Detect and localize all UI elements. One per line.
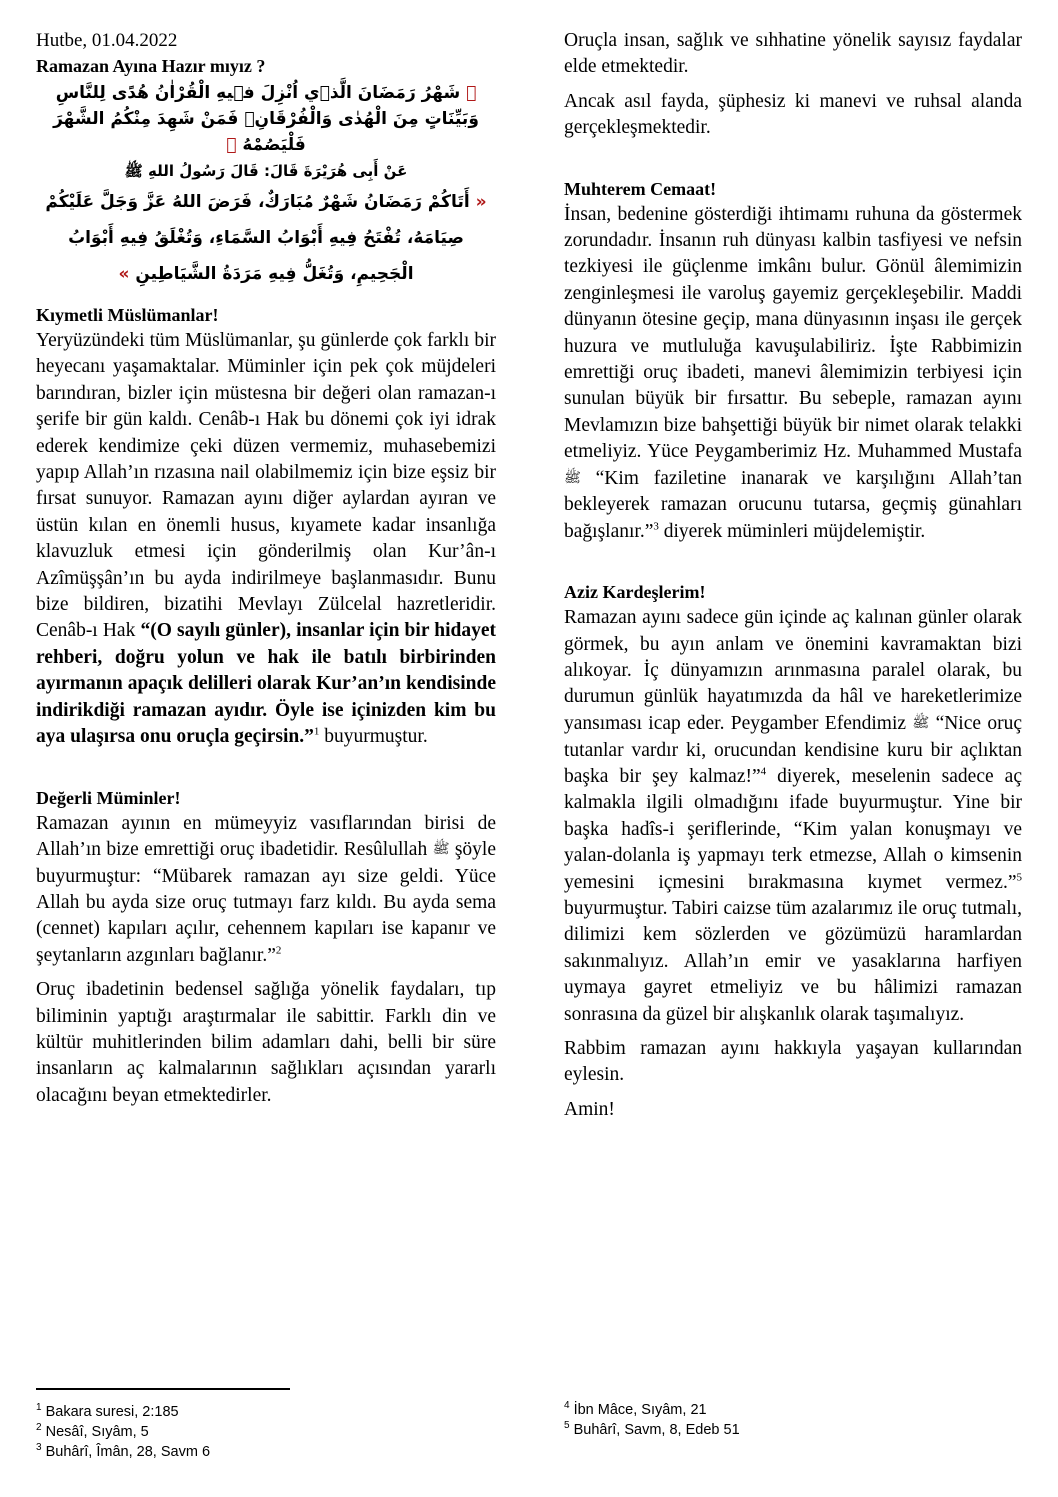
- hadith-text: [36, 184, 496, 292]
- paragraph-text: diyerek müminleri müjdelemiştir.: [658, 520, 926, 542]
- verse-open-bracket: ﴿: [466, 83, 477, 103]
- section-heading-degerli: Değerli Müminler!: [36, 787, 181, 808]
- paragraph-intro-1: Oruçla insan, sağlık ve sıhhatine yönelik sayısız faydalar elde etmektedir.: [564, 30, 1022, 78]
- paragraph-text: diyerek, meselenin sadece aç kalmakla ilgili olmadığını ifade buyurmuştur. Yine bir başka hadîs-i şeriflerinde, “Kim yalan konuşmayı ve yalan-dolanla iş yapmayı terk etmezse, Allah o kimsenin yemesini içmesini bırakmasına kıymet vermez.”: [564, 766, 1022, 893]
- footnote-number: 5: [564, 1420, 570, 1432]
- hadith-close-quote: »: [118, 264, 130, 284]
- left-column: [36, 28, 496, 1117]
- verse-close-bracket: ﴾: [226, 135, 237, 155]
- salawat-icon: ﷺ: [432, 842, 450, 858]
- salawat-icon: ﷺ: [564, 471, 581, 487]
- footnote-ref-1[interactable]: 1: [313, 725, 320, 738]
- footnote-ref-2[interactable]: 2: [275, 944, 282, 957]
- quran-quote-bold: “(O sayılı günler), insanlar için bir hidayet rehberi, doğru yolun ve hak ile batılı birbirinden ayırmanın apaçık delilleri olarak Kur’an’ın kendisinde indirikdiği ramazan ayıdır. Öyle ise içinizden kim bu aya ulaşırsa onu oruçla geçirsin.”: [36, 620, 496, 748]
- hadith-narrator: عَنْ أَبِى هُرَيْرَةَ قَالَ: قَالَ رَسُولُ اللهِ ﷺ: [124, 162, 408, 180]
- section-heading-muhterem: Muhterem Cemaat!: [564, 178, 717, 199]
- footnote-ref-5[interactable]: 5: [1016, 871, 1022, 884]
- paragraph-prayer: Rabbim ramazan ayını hakkıyla yaşayan kullarından eylesin.: [564, 1038, 1022, 1086]
- footnote-4: [564, 1400, 740, 1420]
- section-heading-kiymetli: Kıymetli Müslümanlar!: [36, 305, 219, 325]
- footnote-text: Buhârî, Îmân, 28, Savm 6: [41, 1444, 211, 1460]
- footnote-ref-4[interactable]: 4: [760, 765, 767, 778]
- paragraph-text: İnsan, bedenine gösterdiği ihtimamı ruhuna da göstermek zorundadır. İnsanın ruh dünyası kalbin tasfiyesi ve nefsin tezkiyesi ile güçlenme imkânı bulur. Gönül âlemimizin zenginleşmesi ile varoluş gayemiz gerçekleşebilir. Maddi dünyanın ötesine geçip, mana dünyasının inşası ile gerçek huzura ve mutluluğa kavuşulabiliriz. İşte Rabbimizin emrettiği oruç ibadeti, manevi âlemimizin terbiyesi için sunulan büyük bir fırsattır. Bu sebeple, ramazan ayını Mevlamızın bize bahşettiği büyük bir nimet olarak telakki etmeliyiz. Yüce Peygamberimiz Hz. Muhammed Mustafa: [564, 203, 1022, 463]
- sermon-title: Ramazan Ayına Hazır mıyız ?: [36, 56, 266, 76]
- sermon-date: Hutbe, 01.04.2022: [36, 30, 178, 51]
- paragraph-text: şöyle buyurmuştur: “Mübarek ramazan ayı size geldi. Yüce Allah bu ayda size oruç tutmayı farz kıldı. Bu ayda sema (cennet) kapıları açılır, cehennem kapıları ise kapanır ve şeytanların azgınları bağlanır.”: [36, 838, 496, 966]
- footnote-number: 4: [564, 1400, 570, 1412]
- paragraph-muhterem: [564, 202, 1022, 546]
- paragraph-text: “Nice oruç tutanlar vardır ki, orucundan kendisine kuru bir açlıktan başka bir şey kalmaz!”: [564, 712, 1022, 787]
- salawat-icon: ﷺ: [912, 716, 930, 732]
- paragraph-text: Ramazan ayını sadece gün içinde aç kalınan günler olarak görmek, bu ayın anlam ve önemini kavramaktan bizi alıkoyar. İç dünyamızın arınmasına paralel olarak, bu durumun günlük hayatımızda da hâl ve hareketlerimize yansıması icap eder. Peygamber Efendimiz: [564, 607, 1022, 734]
- footnote-text: İbn Mâce, Sıyâm, 21: [569, 1402, 707, 1418]
- footnotes-left: [36, 1402, 210, 1462]
- footnote-text: Buhârî, Savm, 8, Edeb 51: [569, 1422, 740, 1438]
- footnote-divider: [36, 1388, 290, 1390]
- paragraph-tail: buyurmuştur.: [319, 726, 428, 748]
- paragraph-aziz-1: [564, 605, 1022, 1028]
- hadith-open-quote: «: [475, 192, 487, 212]
- paragraph-text: buyurmuştur. Tabiri caizse tüm azalarımız ile oruç tutmalı, dilimizi kem sözlerden ve gözümüzü haramlardan sakınmalıyız. Allah’ın emir ve yasaklarına harfiyen uymaya gayret etmeliyiz ve bu hâlimizi ramazan sonrasına da güzel bir alışkanlık olarak taşımalıyız.: [564, 898, 1022, 1025]
- paragraph-amin: Amin!: [564, 1098, 615, 1120]
- footnote-text: Nesâî, Sıyâm, 5: [41, 1424, 149, 1440]
- paragraph-intro-2: Ancak asıl fayda, şüphesiz ki manevi ve ruhsal alanda gerçekleşmektedir.: [564, 90, 1022, 139]
- paragraph-text: Ramazan ayının en mümeyyiz vasıflarından birisi de Allah’ın bize emrettiği oruç ibadetidir. Resûlullah: [36, 812, 496, 860]
- footnote-number: 2: [36, 1422, 42, 1434]
- hadith-body: أَتَاكُمْ رَمَضَانُ شَهْرٌ مُبَارَكٌ، فَرَضَ اللهُ عَزَّ وَجَلَّ عَلَيْكُمْ صِيَامَهُ، تُفْتَحُ فِيهِ أَبْوَابُ السَّمَاءِ، وَتُغْلَقُ فِيهِ أَبْوَابُ الْجَحِيمِ، وَتُغَلُّ فِيهِ مَرَدَةُ الشَّيَاطِينِ: [45, 192, 470, 284]
- verse-text: شَهْرُ رَمَضَانَ الَّذٖي اُنْزِلَ فٖيهِ الْقُرْاٰنُ هُدًى لِلنَّاسِ وَبَيِّنَاتٍ مِنَ الْهُدٰى وَالْفُرْقَانِۚ فَمَنْ شَهِدَ مِنْكُمُ الشَّهْرَ فَلْيَصُمْهُ: [53, 83, 479, 155]
- footnote-1: [36, 1402, 210, 1422]
- footnote-number: 3: [36, 1442, 42, 1454]
- paragraph-degerli-2: Oruç ibadetinin bedensel sağlığa yönelik faydaları, tıp biliminin yaptığı araştırmalar ile sabittir. Farklı din ve kültür muhitlerinden bilim adamları dahi, belli bir süre insanların aç kalmalarının sağlıkları açısından yararlı olacağını beyan etmektedirler.: [36, 979, 496, 1106]
- paragraph-text: Yeryüzündeki tüm Müslümanlar, şu günlerde çok farklı bir heyecanı yaşamaktalar. Müminler için pek çok müjdeleri barındıran, bizler için müstesna bir değeri olan ramazan-ı şerife bir gün kaldı. Cenâb-ı Hak bu dönemi çok iyi idrak ederek kendimize çeki düzen vermemiz, muhasebemizi yapıp Allah’ın rızasına nail olabilmemiz için bize eşsiz bir fırsat sunuyor. Ramazan ayını diğer aylardan ayıran ve üstün kılan en önemli husus, kıyamete kadar insanlığa klavuzluk etmesi için gönderilmiş olan Kur’ân-ı Azîmüşşân’ın bu ayda indirilmeye başlanmasıdır. Bunu bize bildiren, bizatihi Mevlayı Zülcelal hazretleridir. Cenâb-ı Hak: [36, 330, 496, 642]
- footnote-3: [36, 1442, 210, 1462]
- section-heading-aziz: Aziz Kardeşlerim!: [564, 582, 706, 603]
- footnote-ref-3[interactable]: 3: [653, 520, 659, 533]
- paragraph-kiymetli: [36, 328, 496, 751]
- footnote-number: 1: [36, 1402, 42, 1414]
- footnote-5: [564, 1420, 740, 1440]
- right-column: [564, 28, 1022, 1131]
- footnotes-right: [564, 1400, 740, 1440]
- quran-verse: [36, 80, 496, 158]
- footnote-text: Bakara suresi, 2:185: [41, 1404, 179, 1420]
- paragraph-degerli-1: [36, 811, 496, 970]
- footnote-2: [36, 1422, 210, 1442]
- paragraph-text: “Kim faziletine inanarak ve karşılığını Allah’tan bekleyerek ramazan orucunu tutarsa, geçmiş günahları bağışlanır.”: [564, 467, 1022, 542]
